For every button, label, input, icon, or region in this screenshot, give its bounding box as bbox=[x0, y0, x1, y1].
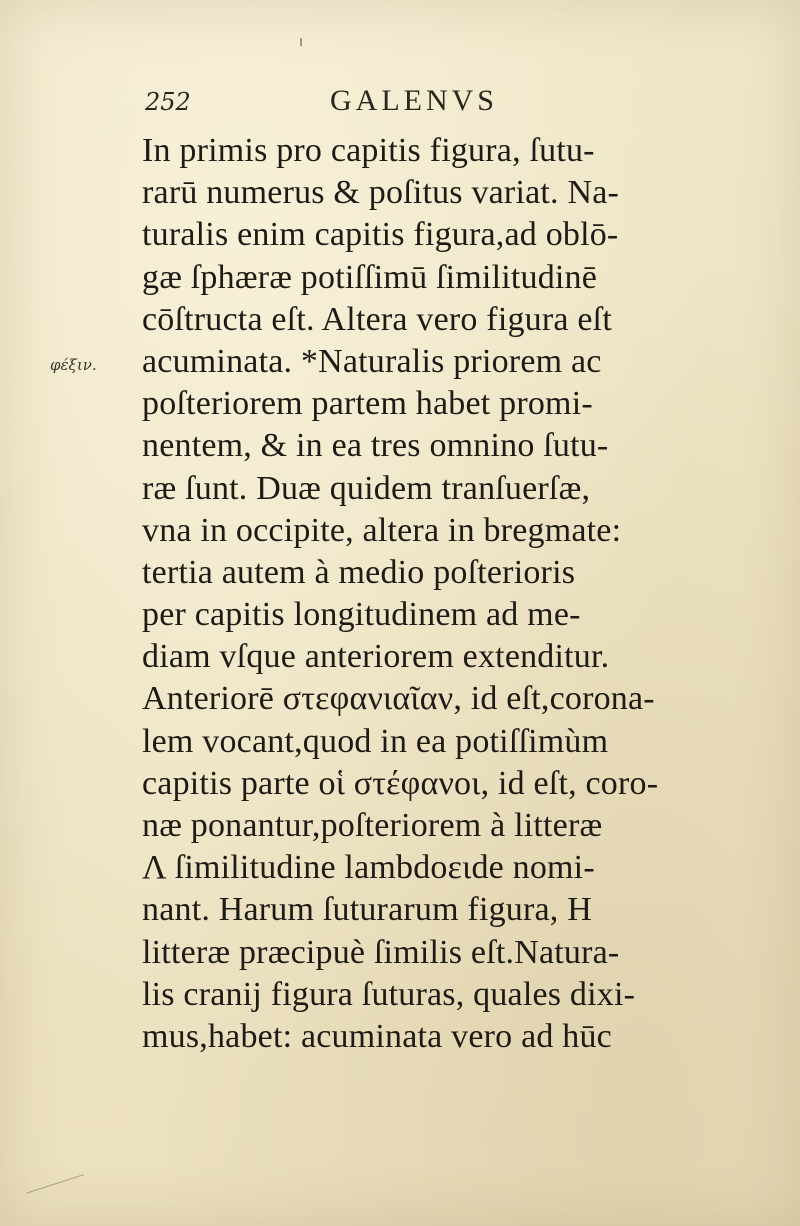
text-line: Λ ſimilitudine lambdoειde nomi- bbox=[142, 849, 595, 887]
text-line: gæ ſphæræ potiſſimū ſimilitudinē bbox=[142, 258, 598, 296]
text-line: lis cranij figura ſuturas, quales dixi- bbox=[142, 975, 636, 1013]
text-line: cōſtructa eſt. Altera vero figura eſt bbox=[142, 300, 612, 338]
text-line: mus,habet: acuminata vero ad hūc bbox=[142, 1017, 612, 1055]
page-number: 252 bbox=[145, 88, 191, 116]
text-line: næ ponantur,poſteriorem à litteræ bbox=[142, 807, 603, 844]
text-line: acuminata. *Naturalis priorem ac bbox=[142, 342, 602, 380]
text-line: turalis enim capitis figura,ad oblō- bbox=[142, 216, 619, 254]
running-head: GALENVS bbox=[330, 84, 498, 117]
text-line: diam vſque anteriorem extenditur. bbox=[142, 638, 610, 676]
text-line: In primis pro capitis figura, ſutu- bbox=[142, 132, 595, 169]
body-text bbox=[142, 130, 714, 1058]
ink-mark bbox=[300, 38, 302, 46]
text-line: ræ ſunt. Duæ quidem tranſuerſæ, bbox=[142, 469, 591, 507]
text-line: per capitis longitudinem ad me- bbox=[142, 596, 581, 634]
text-line: vna in occipite, altera in bregmate: bbox=[142, 511, 622, 549]
text-line: lem vocant,quod in ea potiſſimùm bbox=[142, 722, 609, 760]
text-line: nant. Harum ſuturarum figura, H bbox=[142, 891, 592, 929]
text-line: capitis parte οἱ στέφανοι, id eſt, coro- bbox=[142, 764, 659, 802]
marginal-note: φέξιν. bbox=[50, 356, 97, 374]
text-line: rarū numerus & poſitus variat. Na- bbox=[142, 174, 620, 212]
text-line: tertia autem à medio poſterioris bbox=[142, 553, 576, 591]
page-header bbox=[145, 84, 705, 124]
text-line: litteræ præcipuè ſimilis eſt.Natura- bbox=[142, 933, 620, 971]
text-line: poſteriorem partem habet promi- bbox=[142, 385, 593, 423]
text-line: Anteriorē στεφανιαῖαν, id eſt,corona- bbox=[142, 680, 655, 718]
ink-mark bbox=[26, 1174, 90, 1213]
text-line: nentem, & in ea tres omnino ſutu- bbox=[142, 427, 609, 465]
